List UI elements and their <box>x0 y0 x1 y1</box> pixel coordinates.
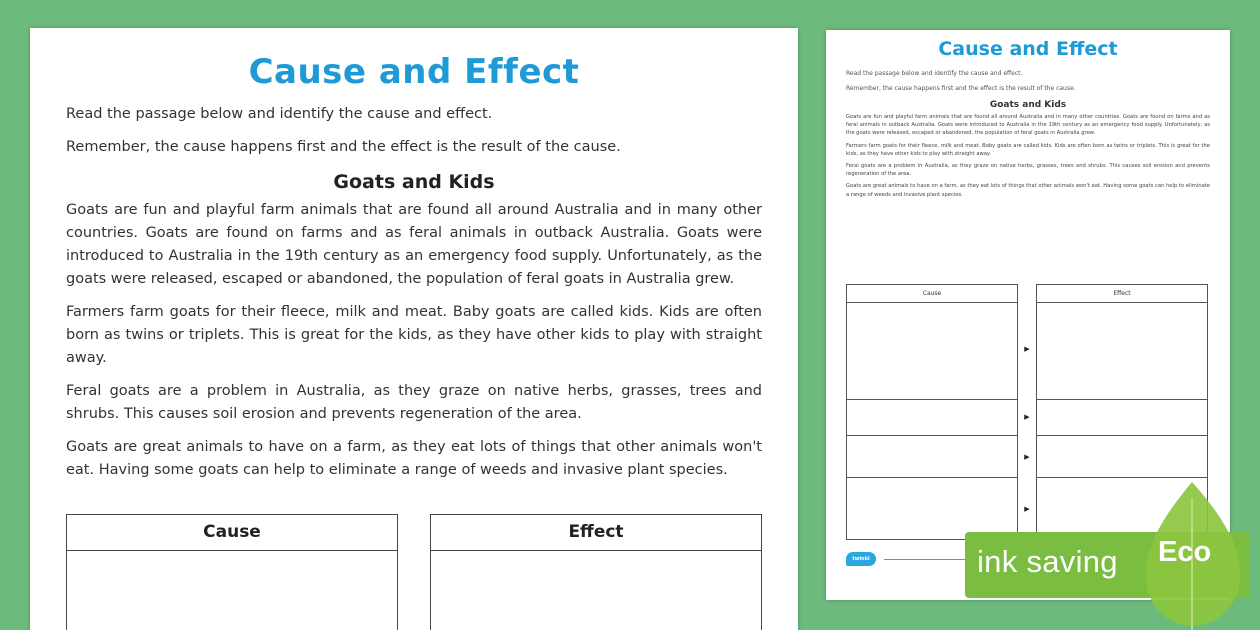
passage-title: Goats and Kids <box>333 170 495 193</box>
preview-cause-header: Cause <box>847 285 1017 303</box>
preview-title: Cause and Effect <box>938 38 1118 60</box>
preview-paragraph-2: Farmers farm goats for their fleece, milk and meat. Baby goats are called kids. Kids are often born as twins or triplets. This is great for the kids, as they have other kids to play with straight away. <box>846 142 1210 157</box>
arrow-right-icon: ▶ <box>1024 453 1030 461</box>
preview-effect-row-line <box>1037 477 1207 478</box>
cause-header: Cause <box>67 515 397 551</box>
passage-paragraph-3: Feral goats are a problem in Australia, as they graze on native herbs, grasses, trees and shrubs. This causes soil erosion and prevents regeneration of the area. <box>66 382 762 422</box>
preview-effect-row-line <box>1037 399 1207 400</box>
ink-saving-label: ink saving <box>977 544 1118 579</box>
preview-cause-table <box>846 284 1018 540</box>
preview-paragraph-3: Feral goats are a problem in Australia, as they graze on native herbs, grasses, trees and shrubs. This causes soil erosion and prevents regeneration of the area. <box>846 163 1210 178</box>
preview-passage-title: Goats and Kids <box>989 100 1067 110</box>
arrow-right-icon: ▶ <box>1024 413 1030 421</box>
effect-table <box>430 514 762 630</box>
worksheet-page <box>30 28 798 630</box>
eco-label: Eco <box>1158 536 1212 568</box>
preview-cause-row-line <box>847 477 1017 478</box>
preview-paragraph-1: Goats are fun and playful farm animals that are found all around Australia and in many other countries. Goats are found on farms and as feral animals in outback Australia. Goats were introduced to Australia in the 19th century as an emergency food supply. Unfortunately, as the goats were released, escaped or abandoned, the population of feral goats in Australia grew. <box>846 114 1210 137</box>
instruction-2: Remember, the cause happens first and the effect is the result of the cause. <box>66 139 621 156</box>
passage-paragraph-4: Goats are great animals to have on a farm, as they eat lots of things that other animals won't eat. Having some goats can help to eliminate a range of weeds and invasive plant species. <box>66 438 762 478</box>
preview-paragraph-4: Goats are great animals to have on a farm, as they eat lots of things that other animals won't eat. Having some goats can help to eliminate a range of weeds and invasive plant species. <box>846 183 1210 198</box>
preview-effect-row-line <box>1037 435 1207 436</box>
passage-paragraph-2: Farmers farm goats for their fleece, milk and meat. Baby goats are called kids. Kids are often born as twins or triplets. This is great for the kids, as they have other kids to play with straight away. <box>66 303 762 366</box>
arrow-right-icon: ▶ <box>1024 345 1030 353</box>
passage-paragraph-1: Goats are fun and playful farm animals that are found all around Australia and in many other countries. Goats are found on farms and as feral animals in outback Australia. Goats were introduced to Australia in the 19th century as an emergency food supply. Unfortunately, as the goats were released, escaped or abandoned, the population of feral goats in Australia grew. <box>66 201 762 287</box>
worksheet-title: Cause and Effect <box>248 52 580 92</box>
cause-table <box>66 514 398 630</box>
twinkl-logo: twinkl <box>846 552 876 566</box>
preview-cause-row-line <box>847 399 1017 400</box>
preview-effect-header: Effect <box>1037 285 1207 303</box>
arrow-right-icon: ▶ <box>1024 505 1030 513</box>
preview-cause-row-line <box>847 435 1017 436</box>
cause-effect-tables <box>66 514 762 630</box>
eco-leaf-icon <box>1140 480 1245 630</box>
preview-instruction-2: Remember, the cause happens first and the effect is the result of the cause. <box>846 85 1076 92</box>
effect-header: Effect <box>431 515 761 551</box>
preview-instruction-1: Read the passage below and identify the cause and effect. <box>846 70 1023 77</box>
instruction-1: Read the passage below and identify the cause and effect. <box>66 106 493 122</box>
